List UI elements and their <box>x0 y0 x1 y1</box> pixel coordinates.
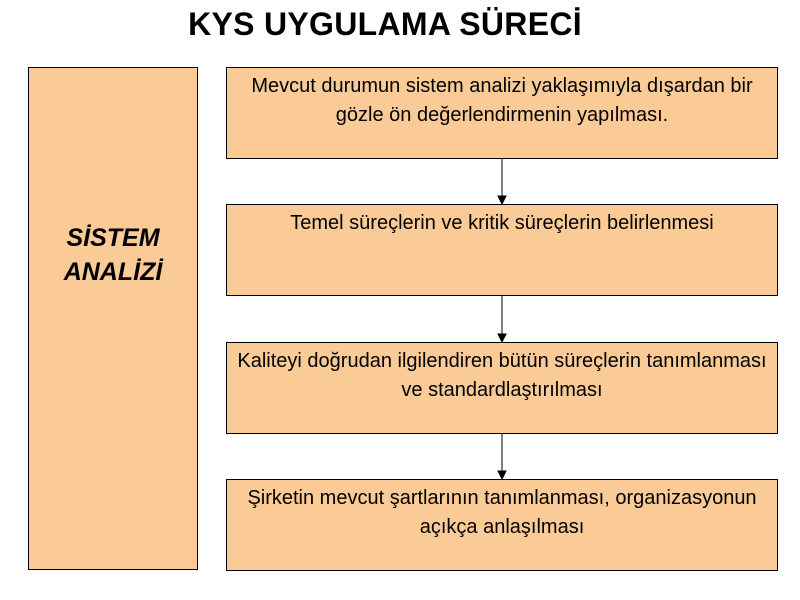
step-text-3: Kaliteyi doğrudan ilgilendiren bütün süreçlerin tanımlanması ve standardlaştırılması <box>237 350 767 401</box>
arrowhead-1 <box>498 196 506 204</box>
step-text-4: Şirketin mevcut şartlarının tanımlanması, organizasyonun açıkça anlaşılması <box>247 487 757 538</box>
page-title: KYS UYGULAMA SÜRECİ <box>188 6 582 42</box>
step-text-2: Temel süreçlerin ve kritik süreçlerin belirlenmesi <box>290 212 714 234</box>
arrowhead-2 <box>498 334 506 342</box>
step-text-1: Mevcut durumun sistem analizi yaklaşımıyla dışardan bir gözle ön değerlendirmenin yapılması. <box>251 75 753 126</box>
system-analysis-label: SİSTEM ANALİZİ <box>63 224 163 286</box>
arrowhead-3 <box>498 471 506 479</box>
